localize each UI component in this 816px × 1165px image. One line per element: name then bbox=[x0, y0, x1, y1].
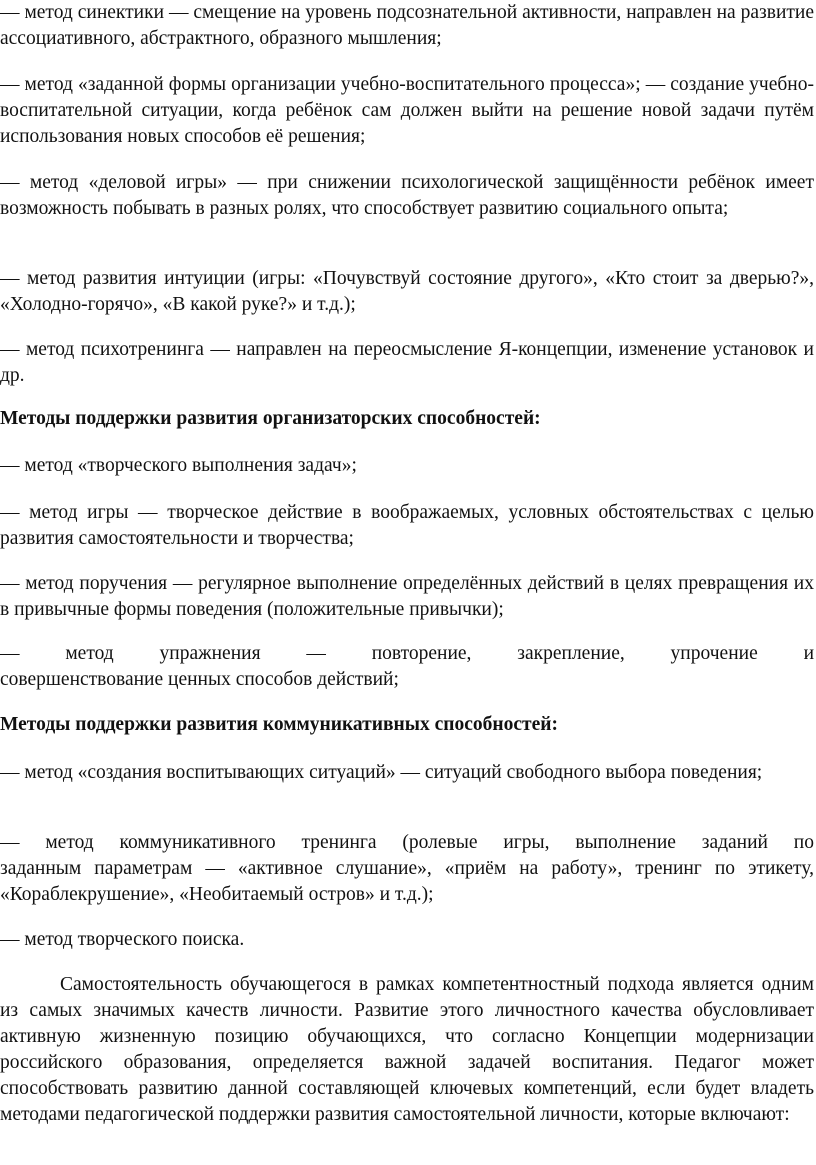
paragraph-exercise-method bbox=[0, 641, 814, 693]
paragraph-communicative-training-method bbox=[0, 830, 814, 908]
paragraph-communicative-training-line-1: — метод коммуникативного тренинга (ролевые игры, выполнение заданий по bbox=[0, 832, 814, 853]
paragraph-psychotraining-method: — метод психотренинга — направлен на переосмысление Я-концепции, изменение установок и др. bbox=[0, 339, 814, 386]
heading-organizational-abilities: Методы поддержки развития организаторских способностей: bbox=[0, 408, 541, 429]
paragraph-given-form-method: — метод «заданной формы организации учебно-воспитательного процесса»; — создание учебно-воспитательной ситуации, когда ребёнок сам должен выйти на решение новой задачи путём использования новых способов её решения; bbox=[0, 74, 814, 147]
paragraph-exercise-line-2: совершенствование ценных способов действий; bbox=[0, 669, 399, 690]
paragraph-communicative-training-rest: заданным параметрам — «активное слушание», «приём на работу», тренинг по этикету, «Кораблекрушение», «Необитаемый остров» и т.д.); bbox=[0, 858, 814, 905]
paragraph-synectics-method: — метод синектики — смещение на уровень подсознательной активности, направлен на развитие ассоциативного, абстрактного, образного мышления; bbox=[0, 2, 814, 49]
paragraph-creative-search-method: — метод творческого поиска. bbox=[0, 929, 245, 950]
heading-communicative-abilities: Методы поддержки развития коммуникативных способностей: bbox=[0, 714, 559, 735]
paragraph-business-game-method: — метод «деловой игры» — при снижении психологической защищённости ребёнок имеет возможность побывать в разных ролях, что способствует развитию социального опыта; bbox=[0, 172, 814, 219]
paragraph-creative-tasks-method: — метод «творческого выполнения задач»; bbox=[0, 455, 357, 476]
paragraph-independence-summary: Самостоятельность обучающегося в рамках компетентностный подхода является одним из самых значимых качеств личности. Развитие этого личностного качества обусловливает активную жизненную позицию обучающихся, что согласно Концепции модернизации российского образования, определяется важной задачей воспитания. Педагог может способствовать развитию данной составляющей ключевых компетенций, если будет владеть методами педагогической поддержки развития самостоятельной личности, которые включают: bbox=[0, 974, 814, 1125]
paragraph-exercise-line-1: — метод упражнения — повторение, закрепление, упрочение и bbox=[0, 643, 814, 664]
paragraph-game-method: — метод игры — творческое действие в воображаемых, условных обстоятельствах с целью развития самостоятельности и творчества; bbox=[0, 502, 814, 549]
paragraph-educational-situations-method: — метод «создания воспитывающих ситуаций» — ситуаций свободного выбора поведения; bbox=[0, 762, 763, 783]
paragraph-intuition-method: — метод развития интуиции (игры: «Почувствуй состояние другого», «Кто стоит за дверью?», «Холодно-горячо», «В какой руке?» и т.д.); bbox=[0, 268, 814, 315]
paragraph-assignment-method: — метод поручения — регулярное выполнение определённых действий в целях превращения их в привычные формы поведения (положительные привычки); bbox=[0, 573, 814, 620]
